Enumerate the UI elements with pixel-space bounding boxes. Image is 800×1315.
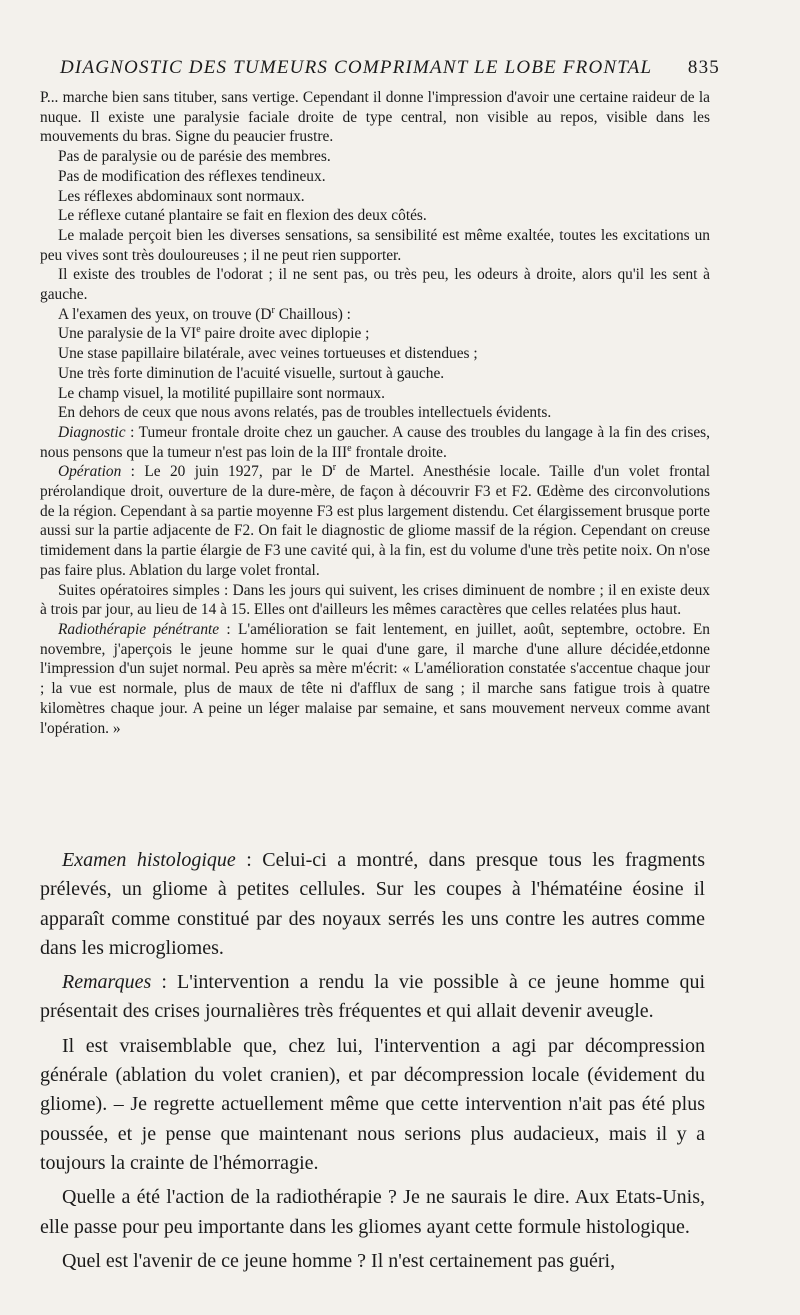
paragraph-abdominal: Les réflexes abdominaux sont normaux. xyxy=(58,187,305,205)
paragraph-eye-exam: A l'examen des yeux, on trouve ($D^r$ Chaillous) : xyxy=(58,304,351,323)
paragraph-smell: Il existe des troubles de l'odorat ; il ne sent pas, ou très peu, les odeurs à droite, alors qu'il les sent à gauche. xyxy=(40,266,710,304)
paragraph-sensibility: Le malade perçoit bien les diverses sensations, sa sensibilité est même exaltée, toutes les excitations un peu vives sont très douloureuses ; il ne peut rien supporter. xyxy=(40,226,710,264)
paragraph-radiotherapy: Radiothérapie pénétrante : L'amélioration se fait lentement, en juillet, août, septembre, octobre. En novembre, j'aperçois le jeune homme sur le quai d'une gare, il marche d'une allure décidée,etdonne l'impression d'un sujet normal. Peu après sa mère m'écrit: « L'amélioration constatée s'accentue chaque jour ; la vue est normale, plus de maux de tête ni d'afflux de sang ; il marche sans fatigue trois à quatre kilomètres chaque jour. A peine un léger malaise par semaine, et sans mouvement nerveux comme avant l'opération. » xyxy=(40,620,710,737)
eye-item-visual-field: Le champ visuel, la motilité pupillaire sont normaux. xyxy=(58,384,385,402)
eye-item-acuity: Une très forte diminution de l'acuité visuelle, surtout à gauche. xyxy=(58,364,445,382)
paragraph-diagnostic: Diagnostic : Tumeur frontale droite chez un gaucher. A cause des troubles du langage à la fin des crises, nous pensons que la tumeur n'est pas loin de la IIIe frontale droite. xyxy=(40,423,710,461)
eye-item-stasis: Une stase papillaire bilatérale, avec veines tortueuses et distendues ; xyxy=(58,345,478,363)
radiotherapy-label: Radiothérapie pénétrante xyxy=(58,620,220,638)
histology-label: Examen histologique xyxy=(62,849,236,871)
eye-item-paralysis: Une paralysie de la VIe paire droite avec diplopie ; xyxy=(58,324,370,343)
diagnostic-label: Diagnostic xyxy=(58,423,126,441)
paragraph-reflexes: Pas de modification des réflexes tendineux. xyxy=(58,167,326,185)
paragraph-intellectual: En dehors de ceux que nous avons relatés, pas de troubles intellectuels évidents. xyxy=(58,404,552,422)
running-title: DIAGNOSTIC DES TUMEURS COMPRIMANT LE LOBE FRONTAL xyxy=(60,57,653,78)
paragraph-histology: Examen histologique : Celui-ci a montré, dans presque tous les fragments prélevés, un gliome à petites cellules. Sur les coupes à l'hématéine éosine il apparaît comme constitué par des noyaux serrés les uns contre les autres comme dans les microgliomes. xyxy=(40,849,705,959)
paragraph-decompression: Il est vraisemblable que, chez lui, l'intervention a agi par décompression générale (ablation du volet cranien), et par décompression locale (évidement du gliome). – Je regrette actuellement même que cette intervention n'ait pas été plus poussée, et je pense que maintenant nous serions plus audacieux, mais il y a toujours la crainte de l'hémorragie. xyxy=(40,1034,705,1174)
paragraph-suites: Suites opératoires simples : Dans les jours qui suivent, les crises diminuent de nombre ; il en existe deux à trois par jour, au lieu de 14 à 15. Elles ont d'ailleurs les mêmes caractères que celles relatées plus haut. xyxy=(40,581,710,619)
paragraph-future: Quel est l'avenir de ce jeune homme ? Il n'est certainement pas guéri, xyxy=(62,1249,616,1272)
paragraph-remarks: Remarques : L'intervention a rendu la vie possible à ce jeune homme qui présentait des crises journalières très fréquentes et qui allait devenir aveugle. xyxy=(40,971,705,1023)
operation-label: Opération xyxy=(58,463,122,481)
remarks-label: Remarques xyxy=(62,971,152,994)
paragraph-radiotherapy-action: Quelle a été l'action de la radiothérapie ? Je ne saurais le dire. Aux Etats-Unis, elle passe pour peu importante dans les gliomes ayant cette formule histologique. xyxy=(40,1186,705,1238)
paragraph-plantar: Le réflexe cutané plantaire se fait en flexion des deux côtés. xyxy=(58,207,427,225)
paragraph-operation: Opération : Le 20 juin 1927, par le $D^r$ de Martel. Anesthésie locale. Taille d'un volet frontal prérolandique droit, ouverture de la dure-mère, de façon à découvrir F3 et F2. Œdème des circonvolutions de la région. Cependant à sa partie moyenne F3 est plus largement distendu. Cet élargissement brusque porte aussi sur la partie adjacente de F2. On fait le diagnostic de gliome massif de la région. Cependant on creuse timidement dans la partie élargie de F3 une cavité qui, à la fin, est du volume d'une très petite noix. On n'ose pas faire plus. Ablation du large volet frontal. xyxy=(40,462,710,579)
discussion xyxy=(40,846,705,1281)
paragraph-gait: P... marche bien sans tituber, sans vertige. Cependant il donne l'impression d'avoir une certaine raideur de la nuque. Il existe une paralysie faciale droite de type central, non visible au repos, visible dans les mouvements du bras. Signe du peaucier frustre. xyxy=(40,89,710,146)
paragraph-limbs: Pas de paralysie ou de parésie des membres. xyxy=(58,148,331,166)
page-number: 835 xyxy=(687,57,720,78)
running-header xyxy=(60,57,720,83)
case-report xyxy=(40,88,710,738)
